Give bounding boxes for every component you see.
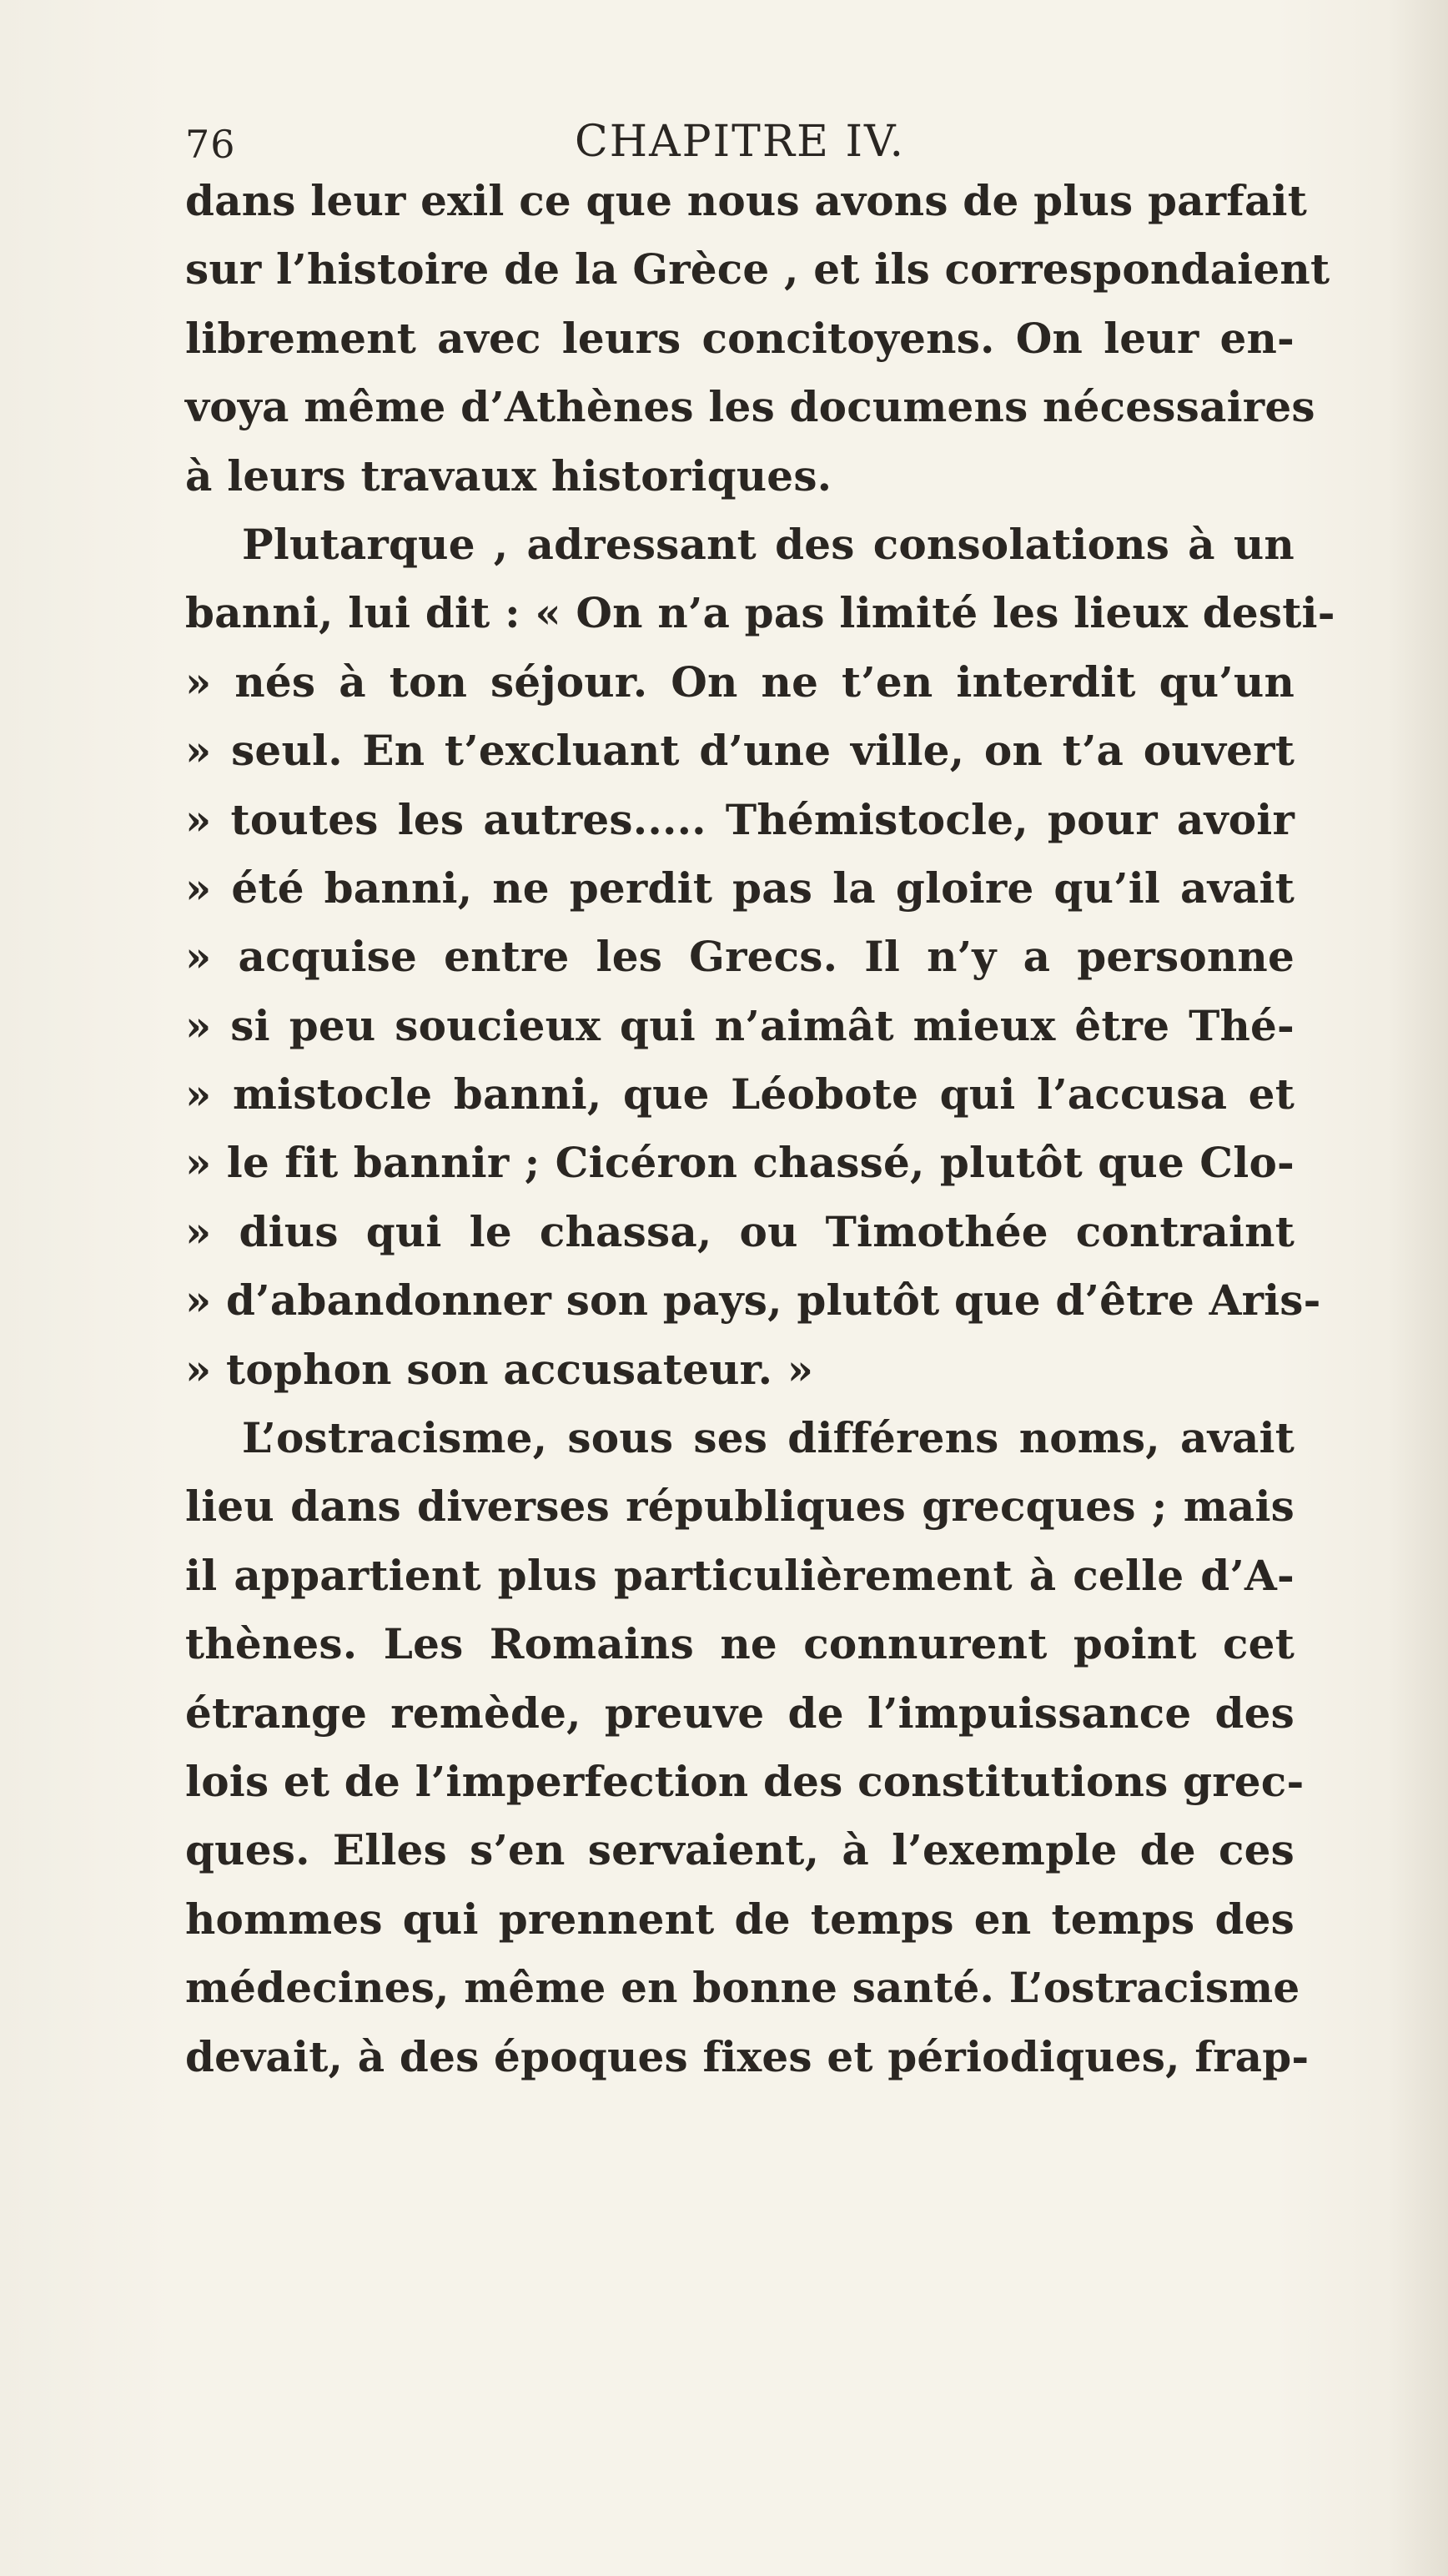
quote-line: » mistocle banni, que Léobote qui l’accusa et	[185, 1069, 1295, 1119]
text-line: il appartient plus particulièrement à celle d’A-	[185, 1550, 1295, 1600]
quote-line: » dius qui le chassa, ou Timothée contraint	[185, 1206, 1295, 1256]
quote-line: » toutes les autres..... Thémistocle, pour avoir	[185, 794, 1295, 844]
text-line: lois et de l’imperfection des constitutions grec-	[185, 1756, 1305, 1806]
page-number: 76	[185, 122, 236, 167]
text-line: librement avec leurs concitoyens. On leur en-	[185, 313, 1295, 363]
text-line: devait, à des époques fixes et périodiques, frap-	[185, 2031, 1310, 2081]
quote-line: » le fit bannir ; Cicéron chassé, plutôt que Clo-	[185, 1138, 1295, 1188]
quote-line: » seul. En t’excluant d’une ville, on t’a ouvert	[185, 726, 1295, 776]
running-title: CHAPITRE IV.	[574, 117, 906, 167]
text-line: thènes. Les Romains ne connurent point cet	[185, 1619, 1295, 1669]
text-line: dans leur exil ce que nous avons de plus parfait	[185, 176, 1308, 225]
text-line: hommes qui prennent de temps en temps des	[185, 1894, 1295, 1944]
quote-line: » si peu soucieux qui n’aimât mieux être Thé-	[185, 1000, 1295, 1050]
text-line: ques. Elles s’en servaient, à l’exemple de ces	[185, 1825, 1295, 1875]
quote-line: » acquise entre les Grecs. Il n’y a personne	[185, 932, 1295, 982]
text-line: lieu dans diverses républiques grecques ; mais	[185, 1482, 1295, 1532]
text-line: médecines, même en bonne santé. L’ostracisme	[185, 1963, 1300, 2013]
text-line: à leurs travaux historiques.	[185, 450, 832, 501]
text-line: Plutarque , adressant des consolations à un	[242, 519, 1295, 569]
text-line: L’ostracisme, sous ses différens noms, avait	[242, 1413, 1295, 1463]
text-line: sur l’histoire de la Grèce , et ils correspondaient	[185, 244, 1330, 294]
body-text	[185, 167, 1335, 2091]
quote-line: » nés à ton séjour. On ne t’en interdit qu’un	[185, 657, 1295, 707]
text-line: banni, lui dit : « On n’a pas limité les lieux desti-	[185, 588, 1335, 638]
text-line: étrange remède, preuve de l’impuissance des	[185, 1688, 1295, 1738]
quote-line: » tophon son accusateur. »	[185, 1344, 814, 1394]
text-line: voya même d’Athènes les documens nécessaires	[185, 382, 1315, 432]
quote-line: » été banni, ne perdit pas la gloire qu’il avait	[185, 863, 1295, 913]
spine-shadow	[1390, 0, 1448, 2576]
quote-line: » d’abandonner son pays, plutôt que d’être Aris-	[185, 1275, 1321, 1326]
